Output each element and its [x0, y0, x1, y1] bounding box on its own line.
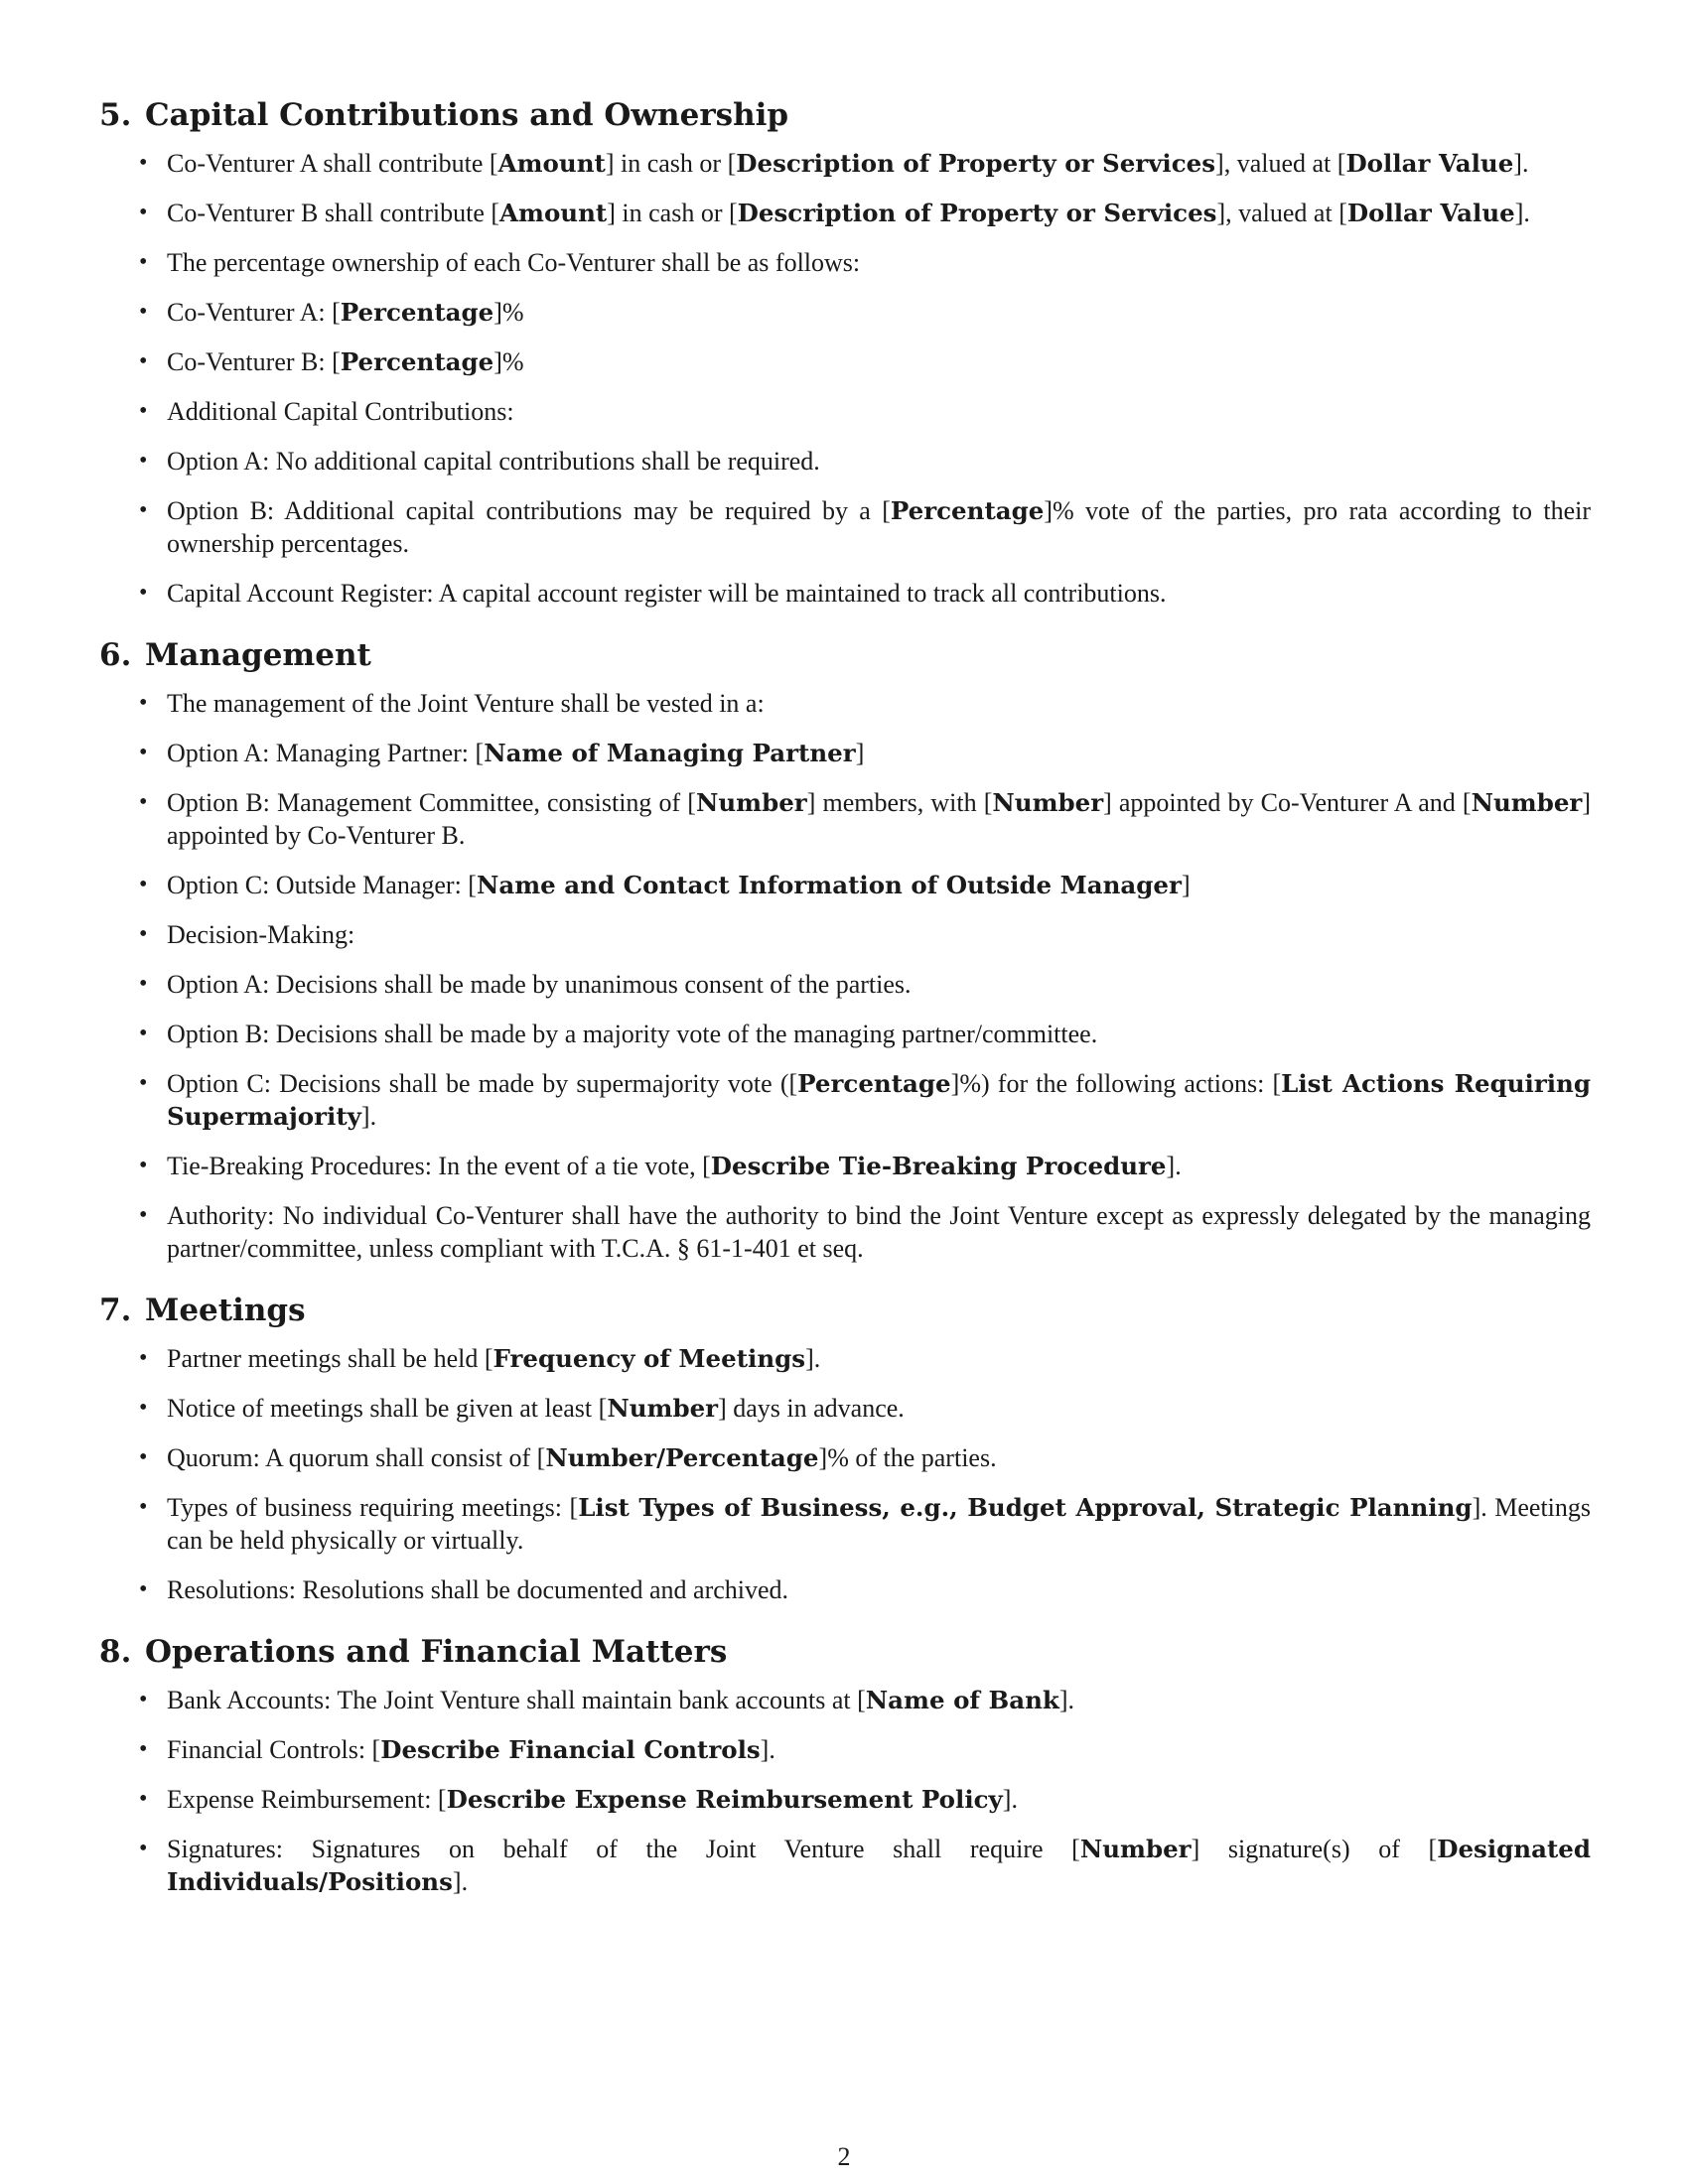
bullet-list — [99, 1342, 1591, 1606]
item-text: Resolutions: Resolutions shall be documented and archived. — [167, 1575, 789, 1604]
item-text: ]. — [1514, 199, 1530, 227]
item-text: Expense Reimbursement: [ — [167, 1785, 447, 1814]
item-text: Financial Controls: [ — [167, 1735, 381, 1764]
list-item — [167, 577, 1591, 610]
section-heading — [99, 1632, 1591, 1672]
item-text: Signatures: Signatures on behalf of the Joint Venture shall require [ — [167, 1835, 1080, 1863]
placeholder-field: Name of Managing Partner — [484, 739, 856, 767]
list-item — [167, 1833, 1591, 1898]
list-item — [167, 147, 1591, 180]
item-text: Decision-Making: — [167, 920, 355, 949]
item-text: Option B: Management Committee, consisting of [ — [167, 788, 696, 817]
item-text: Option B: Decisions shall be made by a majority vote of the managing partner/committee. — [167, 1020, 1098, 1048]
item-text: ] — [1181, 871, 1191, 899]
placeholder-field: Describe Tie-Breaking Procedure — [710, 1152, 1167, 1180]
placeholder-field: Percentage — [340, 298, 494, 327]
item-text: ] signature(s) of [ — [1191, 1835, 1438, 1863]
placeholder-field: Number — [1079, 1835, 1192, 1863]
placeholder-field: List Types of Business, e.g., Budget Approval, Strategic Planning — [578, 1493, 1473, 1522]
list-item — [167, 345, 1591, 378]
section-title: Capital Contributions and Ownership — [145, 97, 789, 133]
item-text: ], valued at [ — [1215, 149, 1346, 178]
item-text: ] appointed by Co-Venturer A and [ — [1103, 788, 1472, 817]
item-text: ] in cash or [ — [607, 199, 738, 227]
section-title: Meetings — [145, 1293, 306, 1328]
item-text: ]. — [1513, 149, 1529, 178]
item-text: Notice of meetings shall be given at least [ — [167, 1394, 608, 1423]
section-heading — [99, 635, 1591, 675]
item-text: ]. — [1166, 1152, 1182, 1180]
section-number: 5. — [99, 97, 132, 133]
list-item — [167, 968, 1591, 1001]
item-text: Option C: Outside Manager: [ — [167, 871, 477, 899]
item-text: Additional Capital Contributions: — [167, 397, 514, 426]
list-item — [167, 445, 1591, 478]
item-text: ] appointed by Co-Venturer B. — [167, 788, 1591, 850]
list-item — [167, 1199, 1591, 1265]
placeholder-field: Description of Property or Services — [736, 149, 1216, 178]
placeholder-field: Description of Property or Services — [737, 199, 1217, 227]
item-text: Authority: No individual Co-Venturer shall have the authority to bind the Joint Venture except as expressly delegated by the managing partner/committee, unless compliant with T.C.A. § 61-1-401 et seq. — [167, 1201, 1591, 1263]
list-item — [167, 1067, 1591, 1133]
list-item — [167, 1018, 1591, 1050]
item-text: Co-Venturer A: [ — [167, 298, 341, 327]
item-text: Option A: No additional capital contributions shall be required. — [167, 447, 820, 476]
section-number: 7. — [99, 1293, 132, 1328]
list-item — [167, 197, 1591, 229]
section-heading — [99, 1291, 1591, 1330]
section — [99, 1632, 1591, 1898]
item-text: ]. — [1058, 1686, 1075, 1714]
list-item — [167, 395, 1591, 428]
item-text: Types of business requiring meetings: [ — [167, 1493, 579, 1522]
section — [99, 1291, 1591, 1606]
bullet-list — [99, 1684, 1591, 1898]
document-body — [99, 95, 1591, 1898]
placeholder-field: Percentage — [890, 496, 1045, 525]
item-text: ] — [855, 739, 865, 767]
item-text: Co-Venturer B: [ — [167, 347, 341, 376]
item-text: ]% of the parties. — [818, 1443, 997, 1472]
list-item — [167, 296, 1591, 329]
list-item — [167, 1684, 1591, 1716]
item-text: ]%) for the following actions: [ — [950, 1069, 1282, 1098]
item-text: ]. — [760, 1735, 775, 1764]
item-text: ]. Meetings can be held physically or virtually. — [167, 1493, 1592, 1555]
placeholder-field: Amount — [499, 199, 608, 227]
placeholder-field: Dollar Value — [1345, 149, 1514, 178]
item-text: ]% — [493, 347, 524, 376]
item-text: ] members, with [ — [806, 788, 993, 817]
section-title: Management — [145, 637, 371, 673]
item-text: The percentage ownership of each Co-Venturer shall be as follows: — [167, 248, 861, 277]
bullet-list — [99, 687, 1591, 1265]
item-text: Option C: Decisions shall be made by supermajority vote ([ — [167, 1069, 798, 1098]
section-number: 8. — [99, 1634, 132, 1670]
item-text: ]. — [805, 1344, 821, 1373]
placeholder-field: Number — [695, 788, 807, 817]
list-item — [167, 1392, 1591, 1425]
section-heading — [99, 95, 1591, 135]
list-item — [167, 1441, 1591, 1474]
item-text: Co-Venturer A shall contribute [ — [167, 149, 498, 178]
item-text: ]% — [493, 298, 524, 327]
list-item — [167, 918, 1591, 951]
page-number: 2 — [837, 2142, 851, 2171]
item-text: ] in cash or [ — [605, 149, 737, 178]
placeholder-field: Dollar Value — [1346, 199, 1515, 227]
placeholder-field: Percentage — [340, 347, 494, 376]
item-text: ]. — [1002, 1785, 1018, 1814]
placeholder-field: Describe Financial Controls — [380, 1735, 761, 1764]
item-text: Option A: Managing Partner: [ — [167, 739, 485, 767]
placeholder-field: Name and Contact Information of Outside Manager — [476, 871, 1182, 899]
section-title: Operations and Financial Matters — [145, 1634, 728, 1670]
list-item — [167, 1573, 1591, 1606]
section-number: 6. — [99, 637, 132, 673]
item-text: Option B: Additional capital contributions may be required by a [ — [167, 496, 891, 525]
item-text: ], valued at [ — [1216, 199, 1347, 227]
placeholder-field: Name of Bank — [865, 1686, 1059, 1714]
placeholder-field: Percentage — [797, 1069, 951, 1098]
list-item — [167, 786, 1591, 852]
placeholder-field: Designated Individuals/Positions — [167, 1835, 1591, 1896]
item-text: ]. — [452, 1867, 469, 1896]
list-item — [167, 1783, 1591, 1816]
list-item — [167, 1342, 1591, 1375]
document-page — [99, 95, 1591, 1924]
list-item — [167, 1150, 1591, 1182]
item-text: ] days in advance. — [718, 1394, 905, 1423]
item-text: The management of the Joint Venture shall be vested in a: — [167, 689, 765, 718]
section — [99, 95, 1591, 610]
list-item — [167, 1733, 1591, 1766]
item-text: Bank Accounts: The Joint Venture shall maintain bank accounts at [ — [167, 1686, 866, 1714]
item-text: Partner meetings shall be held [ — [167, 1344, 493, 1373]
placeholder-field: Number — [607, 1394, 719, 1423]
item-text: ]. — [360, 1102, 377, 1131]
item-text: Capital Account Register: A capital account register will be maintained to track all contributions. — [167, 579, 1167, 608]
placeholder-field: Number — [992, 788, 1104, 817]
placeholder-field: Number — [1471, 788, 1583, 817]
list-item — [167, 687, 1591, 720]
list-item — [167, 737, 1591, 769]
list-item — [167, 494, 1591, 560]
list-item — [167, 246, 1591, 279]
item-text: Tie-Breaking Procedures: In the event of a tie vote, [ — [167, 1152, 711, 1180]
item-text: Quorum: A quorum shall consist of [ — [167, 1443, 546, 1472]
placeholder-field: Frequency of Meetings — [492, 1344, 806, 1373]
placeholder-field: List Actions Requiring Supermajority — [167, 1069, 1591, 1131]
section — [99, 635, 1591, 1265]
list-item — [167, 869, 1591, 901]
item-text: Option A: Decisions shall be made by unanimous consent of the parties. — [167, 970, 912, 999]
bullet-list — [99, 147, 1591, 610]
list-item — [167, 1491, 1591, 1557]
item-text: ]% vote of the parties, pro rata according to their ownership percentages. — [167, 496, 1591, 558]
placeholder-field: Amount — [497, 149, 606, 178]
placeholder-field: Number/Percentage — [545, 1443, 819, 1472]
item-text: Co-Venturer B shall contribute [ — [167, 199, 500, 227]
placeholder-field: Describe Expense Reimbursement Policy — [446, 1785, 1003, 1814]
